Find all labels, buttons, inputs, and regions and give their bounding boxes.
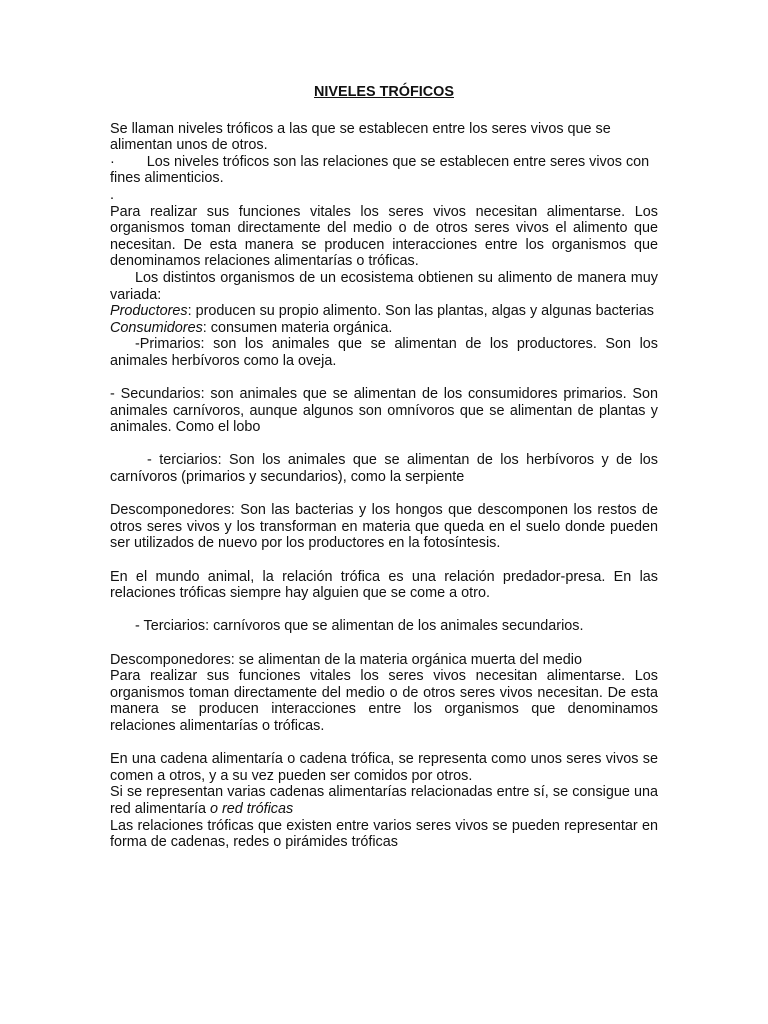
primarios-text: -Primarios: son los animales que se alimentan de los productores. Son los animales herbívoros como la oveja. — [110, 336, 658, 369]
paragraph-descomponedores: Descomponedores: Son las bacterias y los hongos que descomponen los restos de otros seres vivos y los transforman en materia que queda en el suelo donde pueden ser utilizados de nuevo por los productores en la fotosíntesis. — [110, 502, 658, 552]
productores-definition: : producen su propio alimento. Son las plantas, algas y algunas bacterias — [187, 303, 654, 320]
paragraph-consumidores — [110, 320, 658, 337]
term-consumidores: Consumidores — [110, 319, 203, 336]
paragraph-productores — [110, 303, 658, 320]
blank-line — [110, 735, 658, 752]
blank-line — [110, 602, 658, 619]
blank-line — [110, 486, 658, 503]
blank-line — [110, 635, 658, 652]
paragraph-terciarios — [110, 452, 658, 485]
red-italic: o red tróficas — [209, 800, 294, 817]
paragraph-red — [110, 784, 658, 817]
paragraph-relaciones-final: Las relaciones tróficas que existen entre varios seres vivos se pueden representar en forma de cadenas, redes o pirámides tróficas — [110, 817, 658, 851]
paragraph-organismos — [110, 270, 658, 303]
red-text: Si se representan varias cadenas alimentarías relacionadas entre sí, se consigue una red alimentaría — [110, 784, 658, 817]
term-productores: Productores — [110, 303, 188, 320]
dot-line: . — [110, 186, 114, 203]
terciarios-text: - terciarios: Son los animales que se alimentan de los herbívoros y de los carnívoros (primarios y secundarios), como la serpiente — [110, 452, 658, 486]
paragraph-descomponedores-materia: Descomponedores: se alimentan de la materia orgánica muerta del medio — [110, 651, 582, 668]
paragraph-organismos-text: Los distintos organismos de un ecosistema obtienen su alimento de manera muy variada: — [110, 269, 658, 303]
paragraph-mundo-animal: En el mundo animal, la relación trófica es una relación predador-presa. En las relaciones tróficas siempre hay alguien que se come a otro. — [110, 568, 658, 602]
paragraph-primarios — [110, 336, 658, 369]
blank-line — [110, 436, 658, 453]
bullet-marker: · — [110, 153, 115, 170]
paragraph-secundarios: - Secundarios: son animales que se alimentan de los consumidores primarios. Son animales carnívoros, aunque algunos son omnívoros que se alimentan de plantas y animales. Como el lobo — [110, 386, 658, 436]
paragraph-terciarios-carnivoros: - Terciarios: carnívoros que se alimentan de los animales secundarios. — [135, 618, 584, 635]
blank-line — [110, 370, 658, 387]
blank-line — [110, 552, 658, 569]
paragraph-cadena: En una cadena alimentaría o cadena trófica, se representa como unos seres vivos se comen a otros, y a su vez pueden ser comidos por otros. — [110, 751, 658, 784]
consumidores-definition: : consumen materia orgánica. — [202, 319, 393, 336]
paragraph-funciones-vitales-2: Para realizar sus funciones vitales los seres vivos necesitan alimentarse. Los organismos toman directamente del medio o de otros seres vivos necesitan. De esta manera se producen interacciones entre los organismos que denominamos relaciones alimentarías o tróficas. — [110, 668, 658, 734]
bullet-paragraph — [110, 154, 658, 187]
paragraph-definition: Se llaman niveles tróficos a las que se establecen entre los seres vivos que se alimentan unos de otros. — [110, 120, 611, 154]
paragraph-funciones-vitales: Para realizar sus funciones vitales los seres vivos necesitan alimentarse. Los organismos toman directamente del medio o de otros seres vivos el alimento que necesitan. De esta manera se producen interacciones entre los organismos que denominamos relaciones alimentarías o tróficas. — [110, 203, 658, 270]
document-title: NIVELES TRÓFICOS — [314, 84, 454, 100]
bullet-text: Los niveles tróficos son las relaciones que se establecen entre seres vivos con fines alimenticios. — [110, 153, 650, 187]
document-body — [110, 84, 658, 851]
